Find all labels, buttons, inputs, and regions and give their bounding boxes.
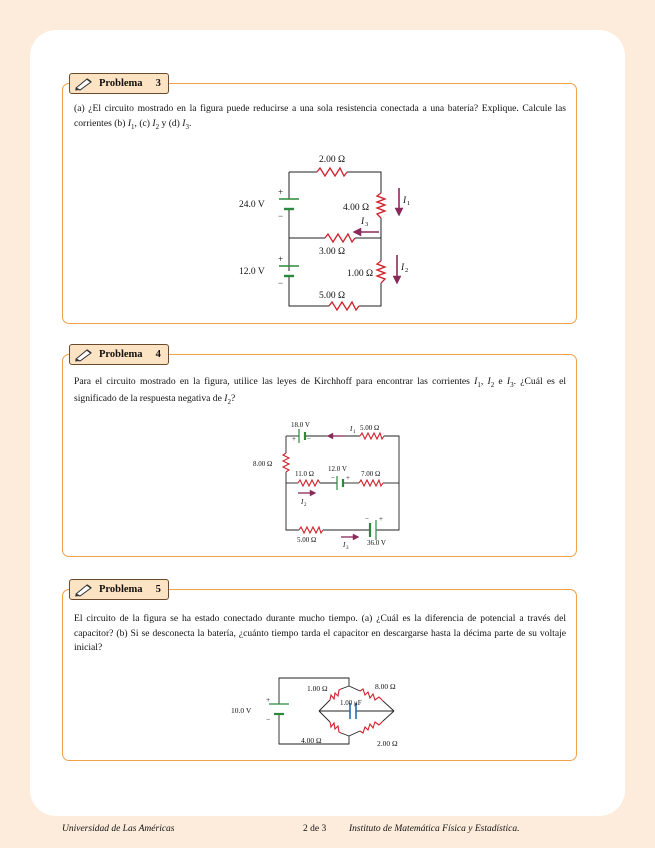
label-i1-sub: 1 (407, 200, 411, 207)
label-i3-p4: I (343, 541, 346, 549)
problem-4-statement (74, 375, 566, 410)
footer-page-number: 2 de 3 (303, 824, 327, 834)
resistor-2ohm (360, 721, 383, 733)
label-r-right-bottom: 1.00 Ω (347, 269, 374, 279)
label-bat-top: 24.0 V (239, 200, 265, 210)
problem-4-i1-sub: 1 (477, 380, 481, 389)
problem-5-number: 5 (155, 584, 161, 595)
label-i1: I (403, 196, 407, 206)
label-v-36: 36.0 V (367, 539, 386, 547)
label-v-18-minus: − (307, 435, 311, 443)
label-i2-p4: I (301, 498, 304, 506)
label-v-18: 18.0 V (291, 421, 310, 429)
label-i3-p4-sub: 3 (346, 546, 349, 549)
problem-3-i1-sub: 1 (131, 122, 135, 131)
resistor-bottom (329, 302, 359, 310)
resistor-right-bottom (377, 261, 385, 283)
problem-3-text-c: y (d) (159, 117, 180, 129)
problem-4-text-c: e (494, 376, 503, 387)
label-battery-plus-p5: + (266, 695, 271, 704)
pencil-icon (74, 583, 94, 597)
problem-4-i1: I (474, 376, 478, 387)
label-r8-p5: 8.00 Ω (375, 682, 396, 691)
label-r-top: 2.00 Ω (319, 155, 346, 165)
footer-institute: Instituto de Matemática Física y Estadística. (349, 824, 520, 834)
label-i2-sub: 2 (405, 267, 409, 274)
label-bat-bottom: 12.0 V (239, 267, 265, 277)
resistor-11ohm (298, 480, 320, 486)
problem-3-i3: I (182, 117, 186, 129)
problem-4-circuit (243, 419, 403, 549)
label-r1-p5: 1.00 Ω (307, 684, 328, 693)
label-r-8: 8.00 Ω (253, 460, 273, 468)
label-r-7: 7.00 Ω (361, 470, 381, 478)
problem-4-i2-sub: 2 (490, 380, 495, 389)
problem-4-text-d: . ¿Cuál es el significado de la respuesta negativa de (74, 376, 566, 405)
label-r-11: 11.0 Ω (295, 470, 314, 478)
problem-4-label: Problema (99, 349, 143, 360)
problem-3-i2: I (152, 117, 156, 129)
label-battery-p5: 10.0 V (231, 706, 252, 715)
problem-3-box (62, 78, 577, 324)
problem-3-circuit (223, 148, 433, 318)
problem-4-number: 4 (155, 349, 161, 360)
problem-5-label: Problema (99, 584, 143, 595)
label-r-right-top: 4.00 Ω (343, 203, 370, 213)
problem-3-text-d: . (188, 117, 192, 129)
problem-4-i2b: I (224, 393, 228, 405)
problem-5-circuit (229, 672, 429, 758)
problem-3-statement (74, 102, 566, 134)
problem-4-box (62, 349, 577, 557)
resistor-mid (325, 234, 355, 242)
label-bat-bottom-minus: − (278, 278, 284, 288)
problem-4-tag (69, 344, 169, 365)
label-v-12-minus: − (331, 474, 335, 482)
label-v-12-plus: + (346, 474, 350, 482)
problem-3-i1: I (127, 117, 132, 129)
label-v-36-plus: + (379, 515, 383, 523)
problem-4-text-a: Para el circuito mostrado en la figura, utilice las leyes de Kirchhoff para encontrar las corrientes (74, 376, 470, 387)
problem-3-number: 3 (155, 78, 161, 89)
label-r-5-top: 5.00 Ω (360, 424, 380, 432)
label-i1-p4: I (350, 425, 353, 433)
label-bat-bottom-plus: + (278, 254, 284, 264)
problem-4-i3-sub: 3 (510, 380, 514, 389)
resistor-8ohm (283, 453, 289, 472)
label-cap-p5: 1.00 μF (340, 699, 362, 707)
label-i3: I (361, 217, 365, 227)
problem-3-text-a: (a) ¿El circuito mostrado en la figura puede reducirse a una sola resistencia conectada a una batería? Explique. Calcule las corrientes (b) (74, 103, 566, 129)
label-battery-minus-p5: − (266, 715, 271, 724)
problem-3-i3-sub: 3 (185, 122, 189, 131)
problem-4-text-e: ? (230, 393, 236, 405)
resistor-4ohm (330, 722, 341, 733)
problem-4-i3: I (506, 376, 511, 387)
label-v-36-minus: − (365, 515, 369, 523)
resistor-7ohm (359, 480, 383, 486)
pencil-icon (74, 77, 94, 91)
label-r2-p5: 2.00 Ω (377, 739, 398, 748)
problem-4-i2: I (487, 376, 491, 387)
problem-3-tag (69, 73, 169, 94)
problem-4-i2b-sub: 2 (227, 398, 231, 407)
footer-university: Universidad de Las Américas (62, 824, 175, 834)
label-bat-top-plus: + (278, 187, 284, 197)
problem-5-box (62, 584, 577, 761)
problem-5-statement: El circuito de la figura se ha estado conectado durante mucho tiempo. (a) ¿Cuál es la diferencia de potencial a través del capacitor? (b) Si se desconecta la batería, ¿cuánto tiempo tarda el capacitor en descargarse hasta la décima parte de su voltaje inicial? (74, 613, 566, 653)
problem-3-label: Problema (99, 78, 143, 89)
problem-4-text-b: , (480, 376, 484, 387)
problem-3-text-b: , (c) (134, 117, 150, 129)
label-i3-sub: 3 (365, 221, 369, 228)
problem-5-tag (69, 579, 169, 600)
label-i2: I (401, 263, 405, 273)
label-r4-p5: 4.00 Ω (301, 736, 322, 745)
label-v-12: 12.0 V (328, 465, 347, 473)
label-i1-p4-sub: 1 (353, 430, 356, 435)
resistor-top (317, 168, 347, 176)
problem-3-i2-sub: 2 (155, 122, 160, 131)
resistor-5ohm-top (360, 433, 384, 439)
label-r-5-bottom: 5.00 Ω (297, 536, 317, 544)
resistor-5ohm-bottom (299, 527, 323, 533)
label-v-18-plus: + (292, 435, 296, 443)
pencil-icon (74, 348, 94, 362)
label-r-mid: 3.00 Ω (319, 247, 346, 257)
label-bat-top-minus: − (278, 211, 284, 221)
resistor-right-top (377, 193, 385, 218)
label-i2-p4-sub: 2 (304, 503, 307, 508)
label-r-bottom: 5.00 Ω (319, 291, 346, 301)
